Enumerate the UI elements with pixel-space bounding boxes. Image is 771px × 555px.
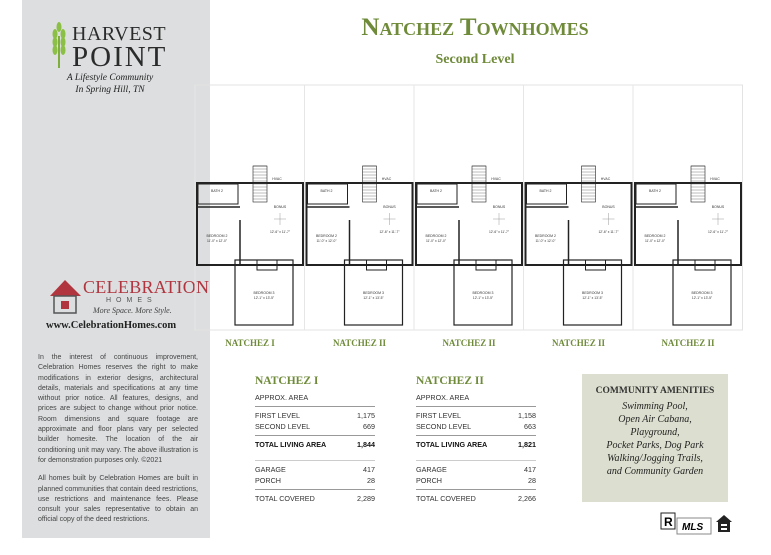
- room-label: 11'-0" x 12'-0": [644, 239, 666, 243]
- room-label: HVAC: [710, 177, 720, 181]
- room-label: HVAC: [272, 177, 282, 181]
- brand-tagline: [60, 72, 160, 96]
- unit-label: NATCHEZ II: [332, 338, 387, 348]
- room-label: 12'-1" x 13'-5": [691, 296, 713, 300]
- room-label: 12'-1" x 13'-5": [363, 296, 384, 300]
- room-label: BATH 2: [320, 189, 333, 193]
- amenity-item: Walking/Jogging Trails,: [607, 453, 703, 464]
- unit-walls: [416, 183, 522, 265]
- room-label: HVAC: [491, 177, 501, 181]
- disclaimer-paragraph: All homes built by Celebration Homes are built in planned communities that contain deed restrictions, use restrictions and maintenance fees. Please consult your sales representative to obtain an official copy of the deed restrictions.: [38, 475, 198, 524]
- room-label: 11'-0" x 12'-0": [425, 239, 447, 243]
- amenity-item: Swimming Pool,: [622, 401, 688, 412]
- unit-label: NATCHEZ I: [225, 338, 275, 348]
- amenity-item: Open Air Cabana,: [618, 414, 692, 425]
- approx-label: APPROX. AREA: [255, 393, 309, 402]
- room-label: 11'-0" x 12'-0": [206, 239, 228, 243]
- unit-label: NATCHEZ II: [551, 338, 606, 348]
- area-table-natchez-ii: [416, 375, 536, 504]
- approx-label: APPROX. AREA: [416, 393, 470, 402]
- room-label: BONUS: [492, 205, 506, 209]
- brand-name-line2: POINT: [72, 41, 168, 73]
- builder-slogan: More Space. More Style.: [93, 306, 172, 315]
- room-label: 12'-6" x 11'-7": [379, 230, 400, 234]
- website-link[interactable]: www.CelebrationHomes.com: [46, 320, 177, 331]
- area-table-natchez-i: [255, 375, 375, 504]
- equal-housing-icon: [716, 515, 732, 532]
- room-label: BONUS: [711, 205, 725, 209]
- room-label: BEDROOM 2: [315, 234, 338, 238]
- table-title: NATCHEZ I: [255, 375, 319, 387]
- unit-label: NATCHEZ II: [442, 338, 496, 348]
- room-label: 11'-0" x 12'-0": [535, 239, 556, 243]
- area-row: SECOND LEVEL 669: [255, 422, 375, 431]
- builder-sub: HOMES: [106, 297, 157, 304]
- area-row: GARAGE 417: [416, 465, 536, 474]
- area-row: PORCH 28: [255, 476, 375, 485]
- amenity-item: and Community Garden: [606, 466, 704, 477]
- mls-icon: [677, 518, 711, 534]
- amenities-title: COMMUNITY AMENITIES: [595, 386, 715, 396]
- room-label: 12'-1" x 13'-5": [253, 296, 275, 300]
- page-subtitle: Second Level: [435, 52, 515, 67]
- room-label: BEDROOM 2: [425, 234, 447, 238]
- table-title: NATCHEZ II: [416, 375, 484, 387]
- room-label: 11'-0" x 12'-0": [316, 239, 337, 243]
- room-label: 12'-6" x 11'-7": [269, 230, 291, 234]
- room-label: BATH 2: [211, 189, 223, 193]
- community-amenities: [582, 374, 728, 502]
- svg-text:MLS: MLS: [682, 522, 704, 533]
- room-label: BATH 2: [649, 189, 661, 193]
- room-label: BATH 2: [539, 189, 552, 193]
- page-title: Natchez Townhomes: [361, 14, 589, 41]
- room-label: 12'-1" x 13'-5": [472, 296, 494, 300]
- area-row: PORCH 28: [416, 476, 536, 485]
- unit-label: NATCHEZ II: [661, 338, 715, 348]
- room-label: BEDROOM 3: [691, 291, 713, 295]
- room-label: BEDROOM 2: [206, 234, 228, 238]
- area-row: GARAGE 417: [255, 465, 375, 474]
- unit-walls: [307, 183, 413, 265]
- area-row: TOTAL LIVING AREA 1,844: [255, 440, 375, 449]
- room-label: BONUS: [383, 205, 396, 209]
- brand-name-line1: HARVEST: [72, 23, 167, 45]
- tagline-2: In Spring Hill, TN: [75, 85, 145, 95]
- area-row: TOTAL COVERED 2,266: [416, 494, 536, 503]
- room-label: BEDROOM 2: [534, 234, 557, 238]
- amenity-item: Pocket Parks, Dog Park: [606, 440, 704, 451]
- room-label: 12'-6" x 11'-7": [598, 230, 619, 234]
- room-label: BATH 2: [430, 189, 442, 193]
- unit-walls: [197, 183, 303, 265]
- disclaimer-paragraph: In the interest of continuous improvement, Celebration Homes reserves the right to make modifications in exterior designs, architectural details, materials and specifications at any time without prior notice. All features, designs, and prices are subject to change without prior notice. Room dimensions and square footage are approximate and floor plans vary per selected builder homesite. The location of the air conditioning unit may vary. The above illustration is for demonstration purposes only. ©2021: [38, 354, 198, 464]
- wheat-icon: [50, 22, 68, 68]
- tagline-1: A Lifestyle Community: [66, 73, 154, 83]
- floor-plan: [190, 80, 750, 335]
- celebration-homes-logo: [48, 277, 210, 316]
- disclaimer: [38, 353, 198, 534]
- area-row: SECOND LEVEL 663: [416, 422, 536, 431]
- unit-walls: [526, 183, 632, 265]
- room-label: BEDROOM 3: [362, 291, 385, 295]
- realtor-icon: [661, 513, 675, 529]
- room-label: HVAC: [381, 177, 392, 181]
- area-row: TOTAL LIVING AREA 1,821: [416, 440, 536, 449]
- room-label: BONUS: [602, 205, 615, 209]
- room-label: BEDROOM 3: [253, 291, 275, 295]
- housing-badges: [660, 512, 740, 543]
- amenity-item: Playground,: [630, 427, 680, 438]
- room-label: HVAC: [600, 177, 611, 181]
- unit-walls: [635, 183, 741, 265]
- area-row: TOTAL COVERED 2,289: [255, 494, 375, 503]
- svg-text:R: R: [664, 515, 673, 529]
- area-row: FIRST LEVEL 1,175: [255, 411, 375, 420]
- room-label: BEDROOM 3: [472, 291, 494, 295]
- room-label: 12'-6" x 11'-7": [488, 230, 510, 234]
- house-icon: [48, 278, 82, 314]
- room-label: BONUS: [273, 205, 287, 209]
- harvest-point-logo: [50, 22, 190, 73]
- room-label: BEDROOM 3: [581, 291, 604, 295]
- room-label: BEDROOM 2: [644, 234, 666, 238]
- room-label: 12'-6" x 11'-7": [707, 230, 729, 234]
- builder-name: CELEBRATION: [83, 277, 210, 297]
- room-label: 12'-1" x 13'-5": [582, 296, 603, 300]
- area-row: FIRST LEVEL 1,158: [416, 411, 536, 420]
